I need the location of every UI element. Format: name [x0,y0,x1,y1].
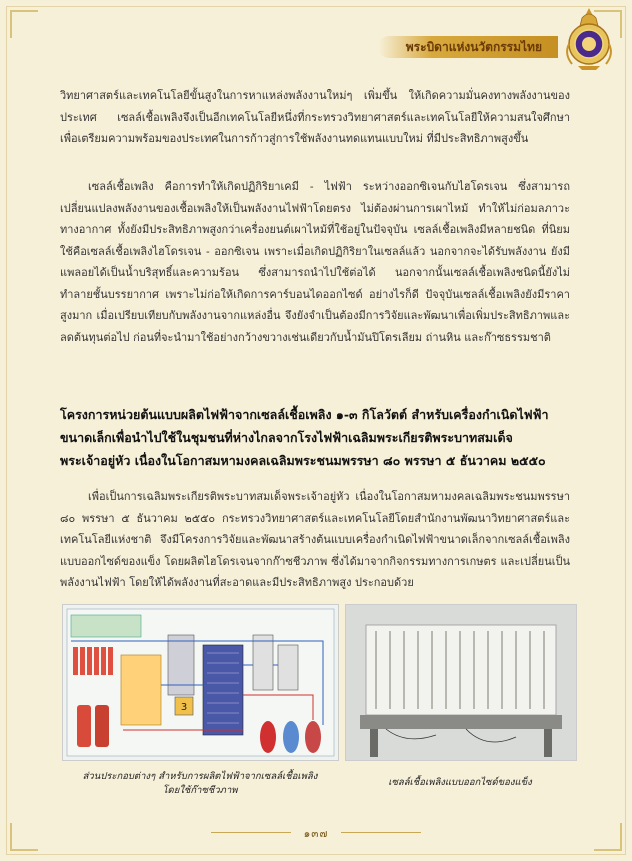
body-paragraph [60,85,570,150]
solid-oxide-fuel-cell-photo [345,604,577,761]
paragraph-1: วิทยาศาสตร์และเทคโนโลยีขั้นสูงในการหาแหล่งพลังงานใหม่ๆ เพิ่มขึ้น ให้เกิดความมั่นคงทางพลังงานของประเทศ เซลล์เชื้อเพลิงจึงเป็นอีกเทคโนโลยีหนึ่งที่กระทรวงวิทยาศาสตร์และเทคโนโลยีให้ความสนใจศึกษา เพื่อเตรียมความพร้อมของประเทศในการก้าวสู่การใช้พลังงานทดแทนแบบใหม่ ที่มีประสิทธิภาพสูงขึ้น [60,89,570,145]
footer-divider [341,832,421,833]
header-title: พระบิดาแห่งนวัตกรรมไทย [405,39,542,54]
royal-emblem-icon [560,6,618,72]
paragraph-2: เซลล์เชื้อเพลิง คือการทำให้เกิดปฏิกิริยาเคมี - ไฟฟ้า ระหว่างออกซิเจนกับไฮโดรเจน ซึ่งสามารถเปลี่ยนแปลงพลังงานของเชื้อเพลิงให้เป็นพลังงานไฟฟ้าโดยตรง ไม่ต้องผ่านการเผาไหม้ ทำให้ไม่ก่อมลภาวะทางอากาศ ทั้งยังมีประสิทธิภาพสูงกว่าเครื่องยนต์เผาไหม้ที่ใช้อยู่ในปัจจุบัน เซลล์เชื้อเพลิงมีหลายชนิด ที่นิยมใช้คือเซลล์เชื้อเพลิงไฮโดรเจน - ออกซิเจน เพราะเมื่อเกิดปฏิกิริยาในเซลล์แล้ว นอกจากจะได้รับพลังงาน ยังมีแพลอยได้เป็นน้ำบริสุทธิ์และความร้อน ซึ่งสามารถนำไปใช้ต่อได้ นอกจากนั้นเซลล์เชื้อเพลิงชนิดนี้ยังไม่ทำลายชั้นบรรยากาศ เพราะไม่ก่อให้เกิดการคาร์บอนไดออกไซด์ อย่างไรก็ดี ปัจจุบันเซลล์เชื้อเพลิงยังมีราคาสูงมาก เมื่อเปรียบเทียบกับพลังงานจากแหล่งอื่น จึงยังจำเป็นต้องมีการวิจัยและพัฒนาเพื่อเพิ่มประสิทธิภาพและลดต้นทุนต่อไป ก่อนที่จะนำมาใช้อย่างกว้างขวางเช่นเดียวกับน้ำมันปิโตรเลียม ถ่านหิน และก๊าซธรรมชาติ [60,180,570,344]
section-heading: โครงการหน่วยต้นแบบผลิตไฟฟ้าจากเซลล์เชื้อเพลิง ๑-๓ กิโลวัตต์ สำหรับเครื่องกำเนิดไฟฟ้าขนาดเล็กเพื่อนำไปใช้ในชุมชนที่ห่างไกลจากโรงไฟฟ้าเฉลิมพระเกียรติพระบาทสมเด็จพระเจ้าอยู่หัว เนื่องในโอกาสมหามงคลเฉลิมพระชนมพรรษา ๘๐ พรรษา ๕ ธันวาคม ๒๕๕๐ [60,407,549,468]
paragraph-3: เพื่อเป็นการเฉลิมพระเกียรติพระบาทสมเด็จพระเจ้าอยู่หัว เนื่องในโอกาสมหามงคลเฉลิมพระชนมพรรษา ๘๐ พรรษา ๕ ธันวาคม ๒๕๕๐ กระทรวงวิทยาศาสตร์และเทคโนโลยีโดยสำนักงานพัฒนาวิทยาศาสตร์และเทคโนโลยีแห่งชาติ จึงมีโครงการวิจัยและพัฒนาสร้างต้นแบบเครื่องกำเนิดไฟฟ้าขนาดเล็กจากเซลล์เชื้อเพลิงแบบออกไซด์ของแข็ง โดยผลิตไฮโดรเจนจากก๊าซชีวภาพ ซึ่งได้มาจากกิจกรรมทางการเกษตร และเปลี่ยนเป็นพลังงานไฟฟ้า โดยให้ได้พลังงานที่สะอาดและมีประสิทธิภาพสูง ประกอบด้วย [60,490,570,589]
body-paragraph [60,176,570,348]
process-diagram-image [63,605,338,760]
header-banner [378,36,558,58]
figure-caption-right: เซลล์เชื้อเพลิงแบบออกไซด์ของแข็ง [388,777,532,788]
footer [0,822,632,842]
figure-caption-left: ส่วนประกอบต่างๆ สำหรับการผลิตไฟฟ้าจากเซลล์เชื้อเพลิงโดยใช้ก๊าซชีวภาพ [82,771,318,796]
diagram-number: 3 [180,702,188,713]
body-paragraph [60,486,570,594]
fuel-cell-photo-image [346,605,576,760]
fuel-cell-system-diagram [62,604,339,761]
footer-divider [211,832,291,833]
corner-ornament [10,10,38,38]
page-number: ๑๓๗ [303,828,329,840]
